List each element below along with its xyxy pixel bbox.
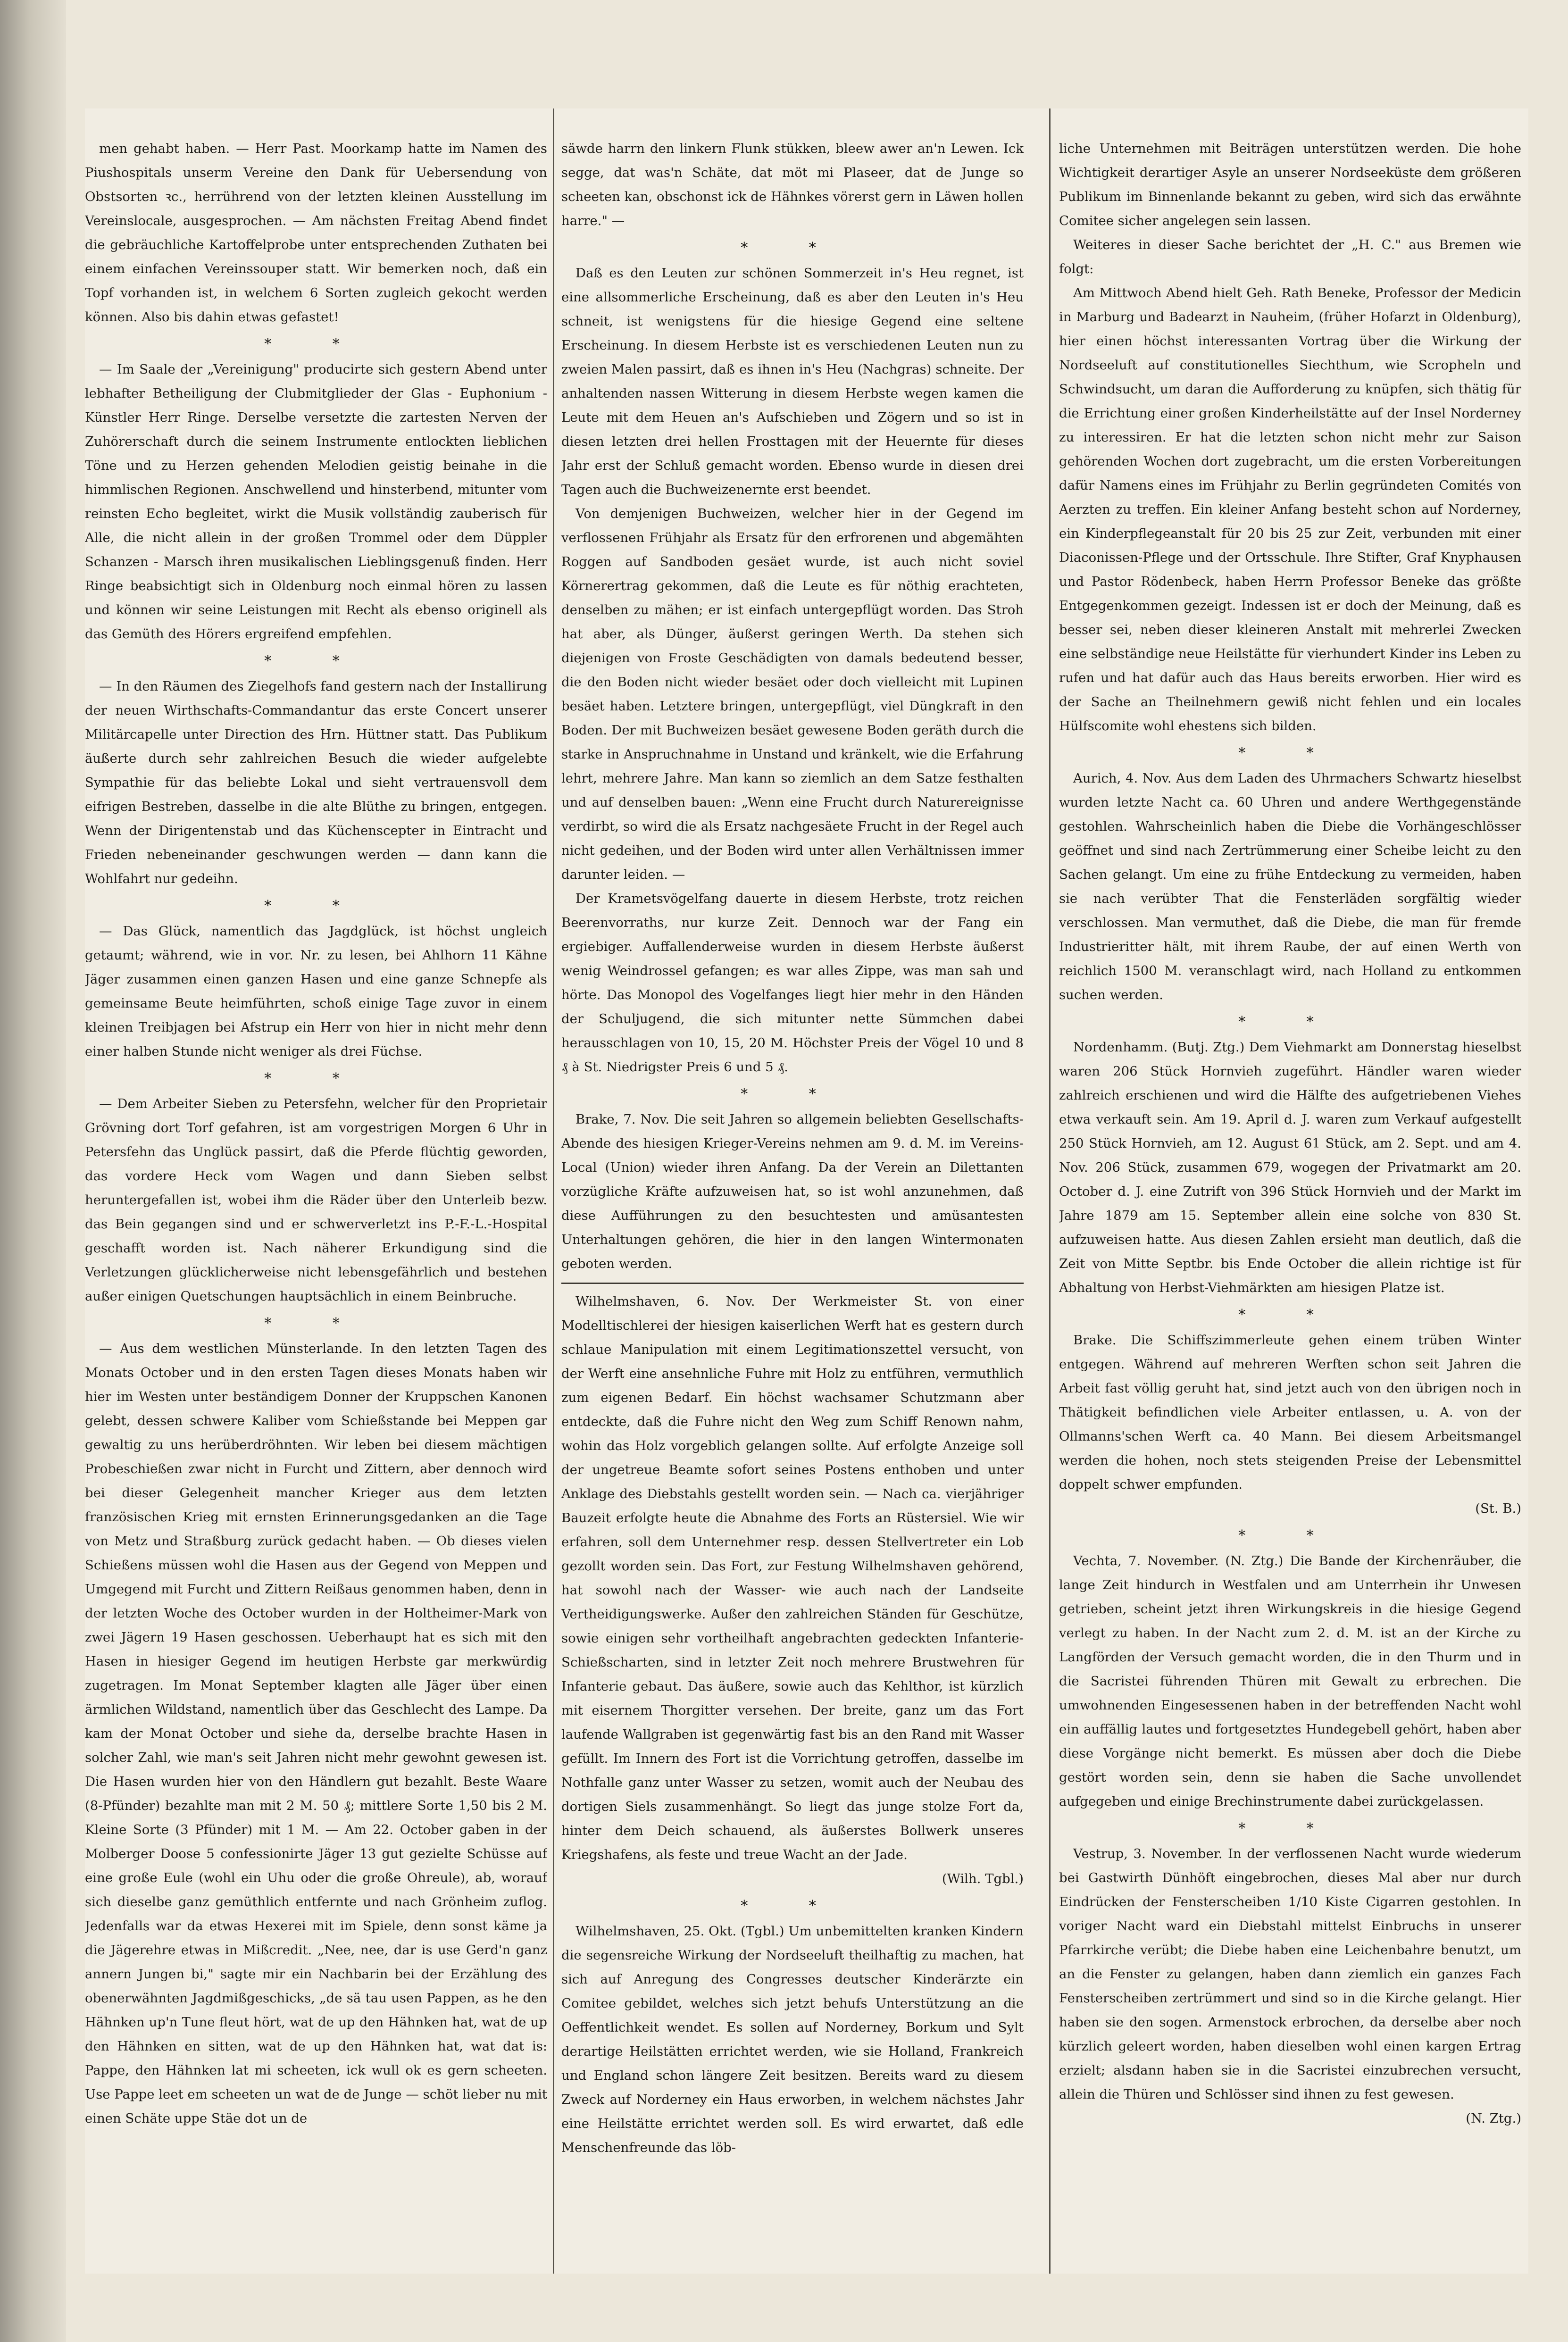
article-separator: * * bbox=[741, 240, 844, 256]
source-citation: (St. B.) bbox=[1475, 1501, 1521, 1516]
article-paragraph: — Dem Arbeiter Sieben zu Petersfehn, welcher für den Proprietair Grövning dort Torf gefahren, ist am vorgestrigen Morgen 6 Uhr in Petersfehn das Unglück passirt, daß die Pferde flüchtig geworden, das vordere Heck vom Wagen und dann Sieben selbst heruntergefallen ist, wobei ihm die Räder über den Unterleib bezw. das Bein gegangen sind und er schwerverletzt ins P.-F.-L.-Hospital geschafft worden ist. Nach näherer Erkundigung sind die Verletzungen glücklicherweise nicht lebensgefährlich und bestehen außer einigen Quetschungen hauptsächlich in einem Beinbruche. bbox=[85, 1096, 547, 1304]
article-separator: * * bbox=[264, 653, 368, 669]
article-paragraph: Von demjenigen Buchweizen, welcher hier in der Gegend im verflossenen Frühjahr als Ersatz für den erfrorenen und abgemähten Roggen auf Sandboden gesäet wurde, ist auch nicht soviel Körnerertrag gekommen, daß die Leute es für nöthig erachteten, denselben zu mähen; er ist einfach untergepflügt worden. Das Stroh hat aber, als Dünger, äußerst geringen Werth. Da stehen sich diejenigen von Froste Geschädigten von damals bedeutend besser, die den Boden nicht wieder besäet oder doch vielleicht mit Lupinen besäet haben. Letztere bringen, untergepflügt, viel Düngkraft in den Boden. Der mit Buchweizen besäet gewesene Boden geräth durch die starke in Anspruchnahme in Unstand und kränkelt, wie die Erfahrung lehrt, mehrere Jahre. Man kann so ziemlich an dem Satze festhalten und auf denselben bauen: „Wenn eine Frucht durch Naturereignisse verdirbt, so wird die als Ersatz nachgesäete Frucht in der Regel auch nicht gedeihen, und der Boden wird unter allen Verhältnissen immer darunter leiden. — bbox=[561, 506, 1024, 882]
source-citation: (N. Ztg.) bbox=[1466, 2111, 1521, 2126]
column-rule bbox=[1049, 108, 1051, 2274]
article-paragraph: Vestrup, 3. November. In der verflossenen Nacht wurde wiederum bei Gastwirth Dünhöft eingebrochen, dieses Mal aber nur durch Eindrücken der Fensterscheiben 1/10 Kiste Cigarren gestohlen. In voriger Nacht ward ein Diebstahl mittelst Einbruchs in unserer Pfarrkirche verübt; die Diebe haben eine Leichenbahre benutzt, um an die Fenster zu gelangen, haben dann ziemlich ein ganzes Fach Fensterscheiben zertrümmert und sind so in die Kirche gelangt. Hier haben sie den sogen. Armenstock erbrochen, da derselbe aber noch kürzlich geleert worden, haben dieselben wohl einen kargen Ertrag erzielt; alsdann haben sie in die Sacristei einzubrechen versucht, allein die Thüren und Schlösser sind ihnen zu fest gewesen. bbox=[1059, 1846, 1521, 2102]
article-separator: * * bbox=[264, 1315, 368, 1332]
article-paragraph: Brake, 7. Nov. Die seit Jahren so allgemein beliebten Gesellschafts-Abende des hiesigen Krieger-Vereins nehmen am 9. d. M. im Vereins-Local (Union) wieder ihren Anfang. Da der Verein an Dilettanten vorzügliche Kräfte aufzuweisen hat, so ist wohl anzunehmen, daß diese Aufführungen zu den besuchtesten und amüsantesten Unterhaltungen gehören, die hier in den langen Wintermonaten geboten werden. bbox=[561, 1112, 1024, 1271]
article-paragraph: Am Mittwoch Abend hielt Geh. Rath Beneke, Professor der Medicin in Marburg und Badearzt in Nauheim, (früher Hofarzt in Oldenburg), hier einen höchst interessanten Vortrag über die Wirkung der Nordseeluft auf constitutionelles Siechthum, wie Scropheln und Schwindsucht, um daran die Aufforderung zu knüpfen, sich thätig für die Errichtung einer großen Kinderheilstätte auf der Insel Norderney zu interessiren. Er hat die letzten schon nicht mehr zur Saison gehörenden Wochen dort zugebracht, um die ersten Vorbereitungen dafür Namens eines im Frühjahr zu Berlin gegründeten Comités von Aerzten zu treffen. Ein kleiner Anfang besteht schon auf Norderney, ein Kinderpflegeanstalt für 20 bis 25 zur Zeit, verbunden mit einer Diaconissen-Pflege und der Ortsschule. Ihre Stifter, Graf Knyphausen und Pastor Rödenbeck, haben Herrn Professor Beneke das größte Entgegenkommen gezeigt. Indessen ist er doch der Meinung, daß es besser sei, neben dieser kleineren Anstalt mit mehrerlei Zwecken eine selbständige neue Heilstätte für vierhundert Kinder ins Leben zu rufen und hat dafür auch das Haus bereits erworben. Hier wird es der Sache an Theilnehmern gewiß nicht fehlen und ein locales Hülfscomite wohl ehestens sich bilden. bbox=[1059, 285, 1521, 733]
article-paragraph: Aurich, 4. Nov. Aus dem Laden des Uhrmachers Schwartz hieselbst wurden letzte Nacht ca. 60 Uhren und andere Werthgegenstände gestohlen. Wahrscheinlich haben die Diebe die Vorhängeschlösser geöffnet und sind nach Zertrümmerung einer Scheibe leicht zu den Sachen gelangt. Um eine zu frühe Entdeckung zu vermeiden, haben sie nach verübter That die Fensterläden sorgfältig wieder verschlossen. Man vermuthet, daß die Diebe, die man für fremde Industrieritter hält, mit ihrem Raube, der auf einen Werth von reichlich 1500 M. veranschlagt wird, nach Holland zu entkommen suchen werden. bbox=[1059, 771, 1521, 1002]
article-separator: * * bbox=[264, 898, 368, 914]
book-binding-edge bbox=[0, 0, 66, 2342]
article-paragraph: Wilhelmshaven, 25. Okt. (Tgbl.) Um unbemittelten kranken Kindern die segensreiche Wirkung der Nordseeluft theilhaftig zu machen, hat sich auf Anregung des Congresses deutscher Kinderärzte ein Comitee gebildet, welches sich jetzt behufs Unterstützung an die Oeffentlichkeit wendet. Es sollen auf Norderney, Borkum und Sylt derartige Heilstätten errichtet werden, wie sie Holland, Frankreich und England schon längere Zeit besitzen. Bereits ward zu diesem Zweck auf Norderney ein Haus erworben, in welchem nächstes Jahr eine Heilstätte errichtet werden soll. Es wird erwartet, daß edle Menschenfreunde das löb- bbox=[561, 1924, 1024, 2155]
column-rule bbox=[553, 108, 554, 2274]
source-citation: (Wilh. Tgbl.) bbox=[942, 1871, 1024, 1886]
article-paragraph: Vechta, 7. November. (N. Ztg.) Die Bande der Kirchenräuber, die lange Zeit hindurch in Westfalen und am Unterrhein ihr Unwesen getrieben, scheint jetzt ihren Wirkungskreis in die hiesige Gegend verlegt zu haben. In der Nacht zum 2. d. M. ist an der Kirche zu Langförden der Versuch gemacht worden, die in den Thurm und in die Sacristei führenden Thüren mit Gewalt zu erbrechen. Die umwohnenden Eingesessenen haben in der betreffenden Nacht wohl ein auffällig lautes und fortgesetztes Hundegebell gehört, haben aber diese Vorgänge nicht bemerkt. Es müssen aber doch die Diebe gestört worden sein, denn sie haben die Sache unvollendet aufgegeben und einige Brechinstrumente dabei zurückgelassen. bbox=[1059, 1553, 1521, 1809]
article-separator: * * bbox=[741, 1086, 844, 1102]
source-line bbox=[1059, 2107, 1521, 2131]
article-separator: * * bbox=[1238, 1014, 1342, 1030]
source-line bbox=[561, 1867, 1024, 1891]
article-paragraph: — In den Räumen des Ziegelhofs fand gestern nach der Installirung der neuen Wirthschafts-Commandantur das erste Concert unserer Militärcapelle unter Direction des Hrn. Hüttner statt. Das Publikum äußerte durch sehr zahlreichen Besuch die wieder aufgelebte Sympathie für das beliebte Lokal und sieht vertrauensvoll dem eifrigen Bestreben, dasselbe in die alte Blüthe zu bringen, entgegen. Wenn der Dirigentenstab und das Küchenscepter in Eintracht und Frieden nebeneinander geschwungen werden — dann kann die Wohlfahrt nur gedeihn. bbox=[85, 679, 547, 886]
article-paragraph: Nordenhamm. (Butj. Ztg.) Dem Viehmarkt am Donnerstag hieselbst waren 206 Stück Hornvieh zugeführt. Händler waren wieder zahlreich erschienen und wird die Hälfte des aufgetriebenen Viehes etwa verkauft sein. Am 19. April d. J. waren zum Verkauf aufgestellt 250 Stück Hornvieh, am 12. August 61 Stück, am 2. Sept. und am 4. Nov. 206 Stück, zusammen 679, wogegen der Privatmarkt am 20. October d. J. eine Zutrift von 396 Stück Hornvieh und der Markt im Jahre 1879 am 15. September allein eine solche von 830 St. aufzuweisen hatte. Aus diesen Zahlen ersieht man deutlich, daß die Zeit von Mitte Septbr. bis Ende October die allein richtige ist für Abhaltung von Herbst-Viehmärkten am hiesigen Platze ist. bbox=[1059, 1040, 1521, 1295]
article-separator: * * bbox=[1238, 1820, 1342, 1837]
article-separator: * * bbox=[1238, 745, 1342, 761]
article-paragraph: Wilhelmshaven, 6. Nov. Der Werkmeister St. von einer Modelltischlerei der hiesigen kaiserlichen Werft hat es gestern durch schlaue Manipulation mit einem Legitimationszettel versucht, von der Werft eine ansehnliche Fuhre mit Holz zu entführen, vermuthlich zum eigenen Bedarf. Ein höchst wachsamer Schutzmann aber entdeckte, daß die Fuhre nicht den Weg zum Schiff Renown nahm, wohin das Holz vorgeblich gelangen sollte. Auf erfolgte Anzeige soll der ungetreue Beamte sofort seines Postens enthoben und unter Anklage des Diebstahls gestellt worden sein. — Nach ca. vierjähriger Bauzeit erfolgte heute die Abnahme des Forts an Rüstersiel. Wie wir erfahren, soll dem Unternehmer resp. dessen Stellvertreter ein Lob gezollt worden sein. Das Fort, zur Festung Wilhelmshaven gehörend, hat sowohl nach der Wasser- wie auch nach der Landseite Vertheidigungswerke. Außer den zahlreichen Ständen für Geschütze, sowie einigen sehr vortheilhaft angebrachten gedeckten Infanterie-Schießscharten, sind in letzter Zeit noch mehrere Brustwehren für Infanterie gebaut. Das äußere, sowie auch das Kehlthor, ist kürzlich mit eisernem Thorgitter versehen. Der breite, ganz um das Fort laufende Wallgraben ist gegenwärtig fast bis an den Rand mit Wasser gefüllt. Im Innern des Fort ist die Vorrichtung getroffen, dasselbe im Nothfalle ganz unter Wasser zu setzen, womit auch der Neubau des dortigen Siels zusammenhängt. So liegt das junge stolze Fort da, hinter dem Deich schauend, als äußerstes Bollwerk unseres Kriegshafens, als feste und treue Wacht an der Jade. bbox=[561, 1294, 1024, 1862]
article-paragraph: liche Unternehmen mit Beiträgen unterstützen werden. Die hohe Wichtigkeit derartiger Asyle an unserer Nordseeküste dem größeren Publikum im Binnenlande bekannt zu geben, wird sich das erwähnte Comitee sicher angelegen sein lassen. bbox=[1059, 141, 1521, 228]
article-paragraph: Daß es den Leuten zur schönen Sommerzeit in's Heu regnet, ist eine allsommerliche Erscheinung, daß es aber den Leuten in's Heu schneit, ist wenigstens für die hiesige Gegend eine seltene Erscheinung. In diesem Herbste ist es verschiedenen Leuten nun zu zweien Malen passirt, daß es ihnen in's Heu (Nachgras) schneite. Der anhaltenden nassen Witterung in diesem Herbste wegen kamen die Leute mit dem Heuen an's Aufschieben und Zögern und so ist in diesen letzten drei hellen Frosttagen mit der Heuernte für dieses Jahr erst der Schluß gemacht worden. Ebenso wurde in diesen drei Tagen auch die Buchweizenernte erst beendet. bbox=[561, 266, 1024, 497]
source-line bbox=[1059, 1497, 1521, 1521]
article-paragraph: — Im Saale der „Vereinigung" producirte sich gestern Abend unter lebhafter Betheiligung der Clubmitglieder der Glas - Euphonium - Künstler Herr Ringe. Derselbe versetzte die zartesten Nerven der Zuhörerschaft durch die seinem Instrumente entlockten lieblichen Töne und zu Herzen gehenden Melodien geistig beinahe in die himmlischen Regionen. Anschwellend und hinsterbend, mitunter vom reinsten Echo begleitet, wirkt die Musik vollständig zauberisch für Alle, die nicht allein in der großen Trommel oder dem Düppler Schanzen - Marsch ihren musikalischen Lieblingsgenuß finden. Herr Ringe beabsichtigt sich in Oldenburg noch einmal hören zu lassen und können wir seine Leistungen mit Recht als ebenso originell als das Gemüth des Hörers ergreifend empfehlen. bbox=[85, 362, 547, 642]
article-paragraph: men gehabt haben. — Herr Past. Moorkamp hatte im Namen des Piushospitals unserm Vereine den Dank für Uebersendung von Obstsorten ꝛc., herrührend von der letzten kleinen Ausstellung im Vereinslocale, ausgesprochen. — Am nächsten Freitag Abend findet die gebräuchliche Kartoffelprobe unter entsprechenden Zuthaten bei einem einfachen Vereinssouper statt. Wir bemerken noch, daß ein Topf vorhanden ist, in welchem 6 Sorten zugleich gekocht werden können. Also bis dahin etwas gefastet! bbox=[85, 141, 547, 325]
article-separator: * * bbox=[264, 336, 368, 352]
article-paragraph: Der Krametsvögelfang dauerte in diesem Herbste, trotz reichen Beerenvorraths, nur kurze Zeit. Dennoch war der Fang ein ergiebiger. Auffallenderweise wurden in diesem Herbste äußerst wenig Weindrossel gefangen; es war alles Zippe, was man sah und hörte. Das Monopol des Vogelfanges liegt hier mehr in den Händen der Schuljugend, die sich mitunter nette Sümmchen dabei herausschlagen von 10, 15, 20 M. Höchster Preis der Vögel 10 und 8 ₰ à St. Niedrigster Preis 6 und 5 ₰. bbox=[561, 891, 1024, 1075]
column-1 bbox=[85, 137, 547, 2241]
article-paragraph: — Das Glück, namentlich das Jagdglück, ist höchst ungleich getaumt; während, wie in vor. Nr. zu lesen, bei Ahlhorn 11 Kähne Jäger zusammen einen ganzen Hasen und eine ganze Schnepfe als gemeinsame Beute heimführten, schoß einige Tage zuvor in einem kleinen Treibjagen bei Afstrup ein Herr von hier in nicht mehr denn einer halben Stunde nicht weniger als drei Füchse. bbox=[85, 924, 547, 1059]
newspaper-page bbox=[85, 108, 1528, 2274]
article-separator: * * bbox=[1238, 1307, 1342, 1323]
article-paragraph: säwde harrn den linkern Flunk stükken, bleew awer an'n Lewen. Ick segge, dat was'n Schäte, dat möt mi Plaseer, dat de Junge so scheeten kan, obschonst ick de Hähnkes vörerst gern in Läwen hollen harre." — bbox=[561, 141, 1024, 228]
article-paragraph: — Aus dem westlichen Münsterlande. In den letzten Tagen des Monats October und in den ersten Tagen dieses Monats haben wir hier im Westen unter beständigem Donner der Kruppschen Kanonen gelebt, dessen schwere Kaliber vom Schießstande bei Meppen gar gewaltig zu uns herüberdröhnten. Wir leben bei diesem mächtigen Probeschießen zwar nicht in Furcht und Zittern, aber dennoch wird bei dieser Gelegenheit mancher Krieger aus dem letzten französischen Krieg mit ernsten Erinnerungsgedanken an die Tage von Metz und Straßburg zurück gedacht haben. — Ob dieses vielen Schießens müssen wohl die Hasen aus der Gegend von Meppen und Umgegend mit Furcht und Zittern Reißaus genommen haben, denn in der letzten Woche des October wurden in der Holtheimer-Mark von zwei Jägern 19 Hasen geschossen. Ueberhaupt hat es sich mit den Hasen in hiesiger Gegend im heutigen Herbste gar merkwürdig zugetragen. Im Monat September klagten alle Jäger über einen ärmlichen Wildstand, namentlich über das Geschlecht des Lampe. Da kam der Monat October und siehe da, derselbe brachte Hasen in solcher Zahl, wie man's seit Jahren nicht mehr gewohnt gewesen ist. Die Hasen wurden hier von den Händlern gut bezahlt. Beste Waare (8-Pfünder) bezahlte man mit 2 M. 50 ₰; mittlere Sorte 1,50 bis 2 M. Kleine Sorte (3 Pfünder) mit 1 M. — Am 22. October gaben in der Molberger Doose 5 confessionirte Jäger 13 gut gezielte Schüsse auf eine große Eule (wohl ein Uhu oder die große Ohreule), ab, worauf sich dieselbe ganz gemüthlich entfernte und nach Grönheim zuflog. Jedenfalls war da etwas Hexerei mit im Spiele, denn sonst käme ja die Jägerehre etwas in Mißcredit. „Nee, nee, dar is use Gerd'n ganz annern Jungen bi," sagte mir ein Nachbarin bei der Erzählung des obenerwähnten Jagdmißgeschicks, „de sä tau usen Pappen, as he den Hähnken up'n Tune fleut hört, wat de up den Hähnken hat, wat de up den Hähnken en sitten, wat de up den Hähnken hat, wat dat is: Pappe, den Hähnken lat mi scheeten, ick wull ok es gern scheeten. Use Pappe leet em scheeten un wat de de Junge — schöt lieber nu mit einen Schäte uppe Stäe dot un de bbox=[85, 1341, 547, 2126]
article-separator: * * bbox=[1238, 1527, 1342, 1544]
section-rule bbox=[561, 1283, 1024, 1284]
article-paragraph: Weiteres in dieser Sache berichtet der „H. C." aus Bremen wie folgt: bbox=[1059, 237, 1521, 276]
article-separator: * * bbox=[741, 1898, 844, 1914]
column-3 bbox=[1059, 137, 1521, 2241]
column-2 bbox=[561, 137, 1024, 2241]
article-separator: * * bbox=[264, 1070, 368, 1087]
article-paragraph: Brake. Die Schiffszimmerleute gehen einem trüben Winter entgegen. Während auf mehreren Werften schon seit Jahren die Arbeit fast völlig geruht hat, sind jetzt auch von den übrigen noch in Thätigkeit befindlichen viele Arbeiter entlassen, u. A. von der Ollmanns'schen Werft ca. 40 Mann. Bei diesem Arbeitsmangel werden die hohen, noch stets steigenden Preise der Lebensmittel doppelt schwer empfunden. bbox=[1059, 1333, 1521, 1492]
